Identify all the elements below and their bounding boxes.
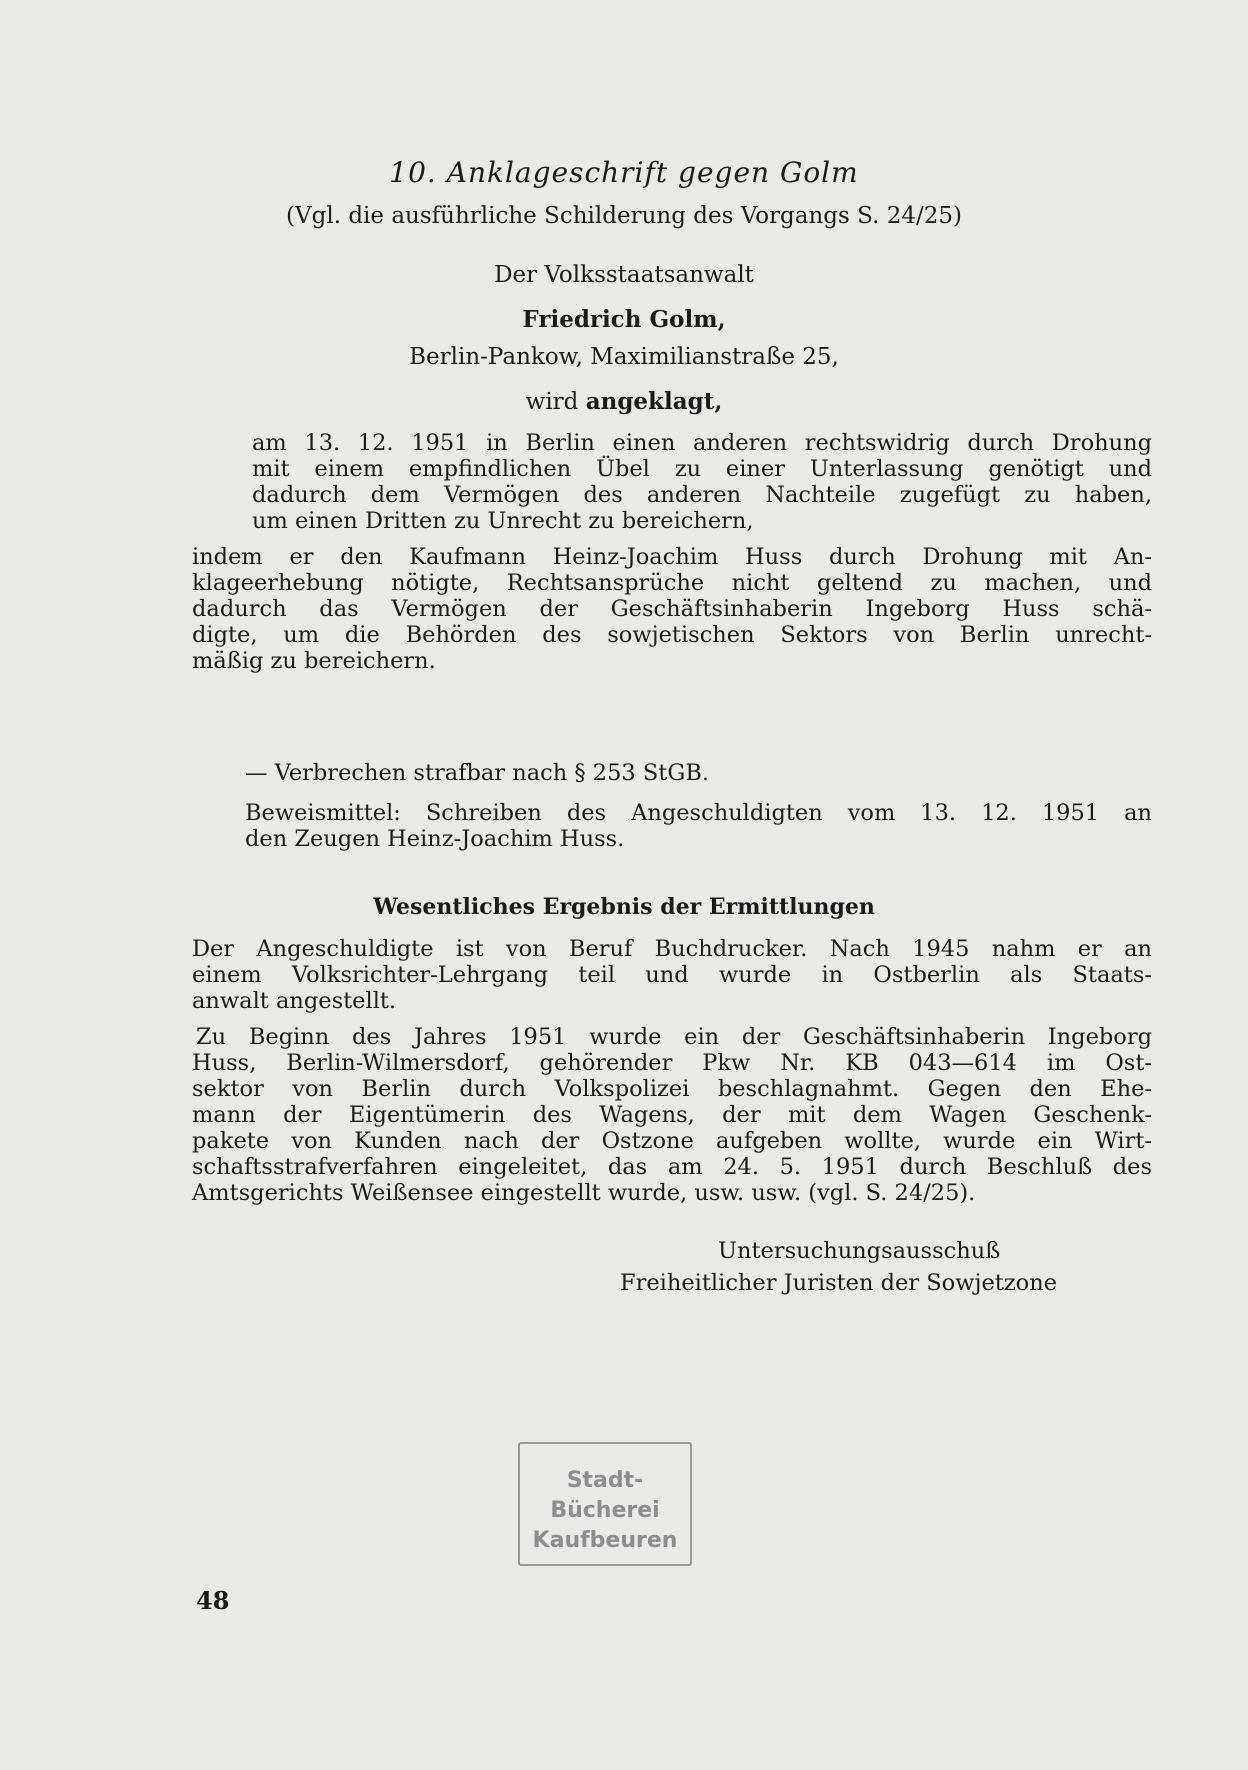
document-title: 10. Anklageschrift gegen Golm [389,156,859,189]
crime-statement: — Verbrechen strafbar nach § 253 StGB. [245,760,710,786]
charged-word: angeklagt, [585,388,723,415]
page-number: 48 [196,1586,230,1615]
library-stamp [518,1442,692,1566]
stamp-line-3: Kaufbeuren [532,1528,678,1553]
charged-prefix: wird [525,389,586,415]
charge-line: dadurch dem Vermögen des anderen Nachteile zugefügt zu haben, [252,482,1152,508]
stamp-line-1: Stadt- [566,1468,644,1493]
results-line: anwalt angestellt. [192,988,397,1014]
results-paragraph-2 [192,1024,1152,1206]
results-line: pakete von Kunden nach der Ostzone aufgeben wollte, wurde ein Wirt- [192,1128,1152,1154]
results-line: mann der Eigentümerin des Wagens, der mit dem Wagen Geschenk- [192,1102,1152,1128]
results-line: einem Volksrichter-Lehrgang teil und wurde in Ostberlin als Staats- [192,962,1152,988]
deed-line: mäßig zu bereichern. [192,648,436,674]
deed-line: digte, um die Behörden des sowjetischen Sektors von Berlin unrecht- [192,622,1152,648]
defendant-name: Friedrich Golm, [522,306,726,333]
results-line: Huss, Berlin-Wilmersdorf, gehörender Pkw Nr. KB 043—614 im Ost- [192,1050,1152,1076]
results-paragraph-1 [192,936,1152,1014]
deed-line: indem er den Kaufmann Heinz-Joachim Huss durch Drohung mit An- [192,544,1152,570]
results-line: Der Angeschuldigte ist von Beruf Buchdrucker. Nach 1945 nahm er an [192,936,1152,962]
deed-line: klageerhebung nötigte, Rechtsansprüche nicht geltend zu machen, und [192,570,1152,596]
evidence-line: Beweismittel: Schreiben des Angeschuldigten vom 13. 12. 1951 an [245,800,1152,826]
results-line: Zu Beginn des Jahres 1951 wurde ein der Geschäftsinhaberin Ingeborg [196,1024,1152,1050]
stamp-line-2: Bücherei [550,1498,660,1523]
charge-line: am 13. 12. 1951 in Berlin einen anderen rechtswidrig durch Drohung [252,430,1152,456]
results-heading: Wesentliches Ergebnis der Ermittlungen [373,894,875,920]
charge-paragraph [252,430,1152,534]
results-line: sektor von Berlin durch Volkspolizei beschlagnahmt. Gegen den Ehe- [192,1076,1152,1102]
signature-line-2: Freiheitlicher Juristen der Sowjetzone [620,1270,1058,1296]
deed-line: dadurch das Vermögen der Geschäftsinhaberin Ingeborg Huss schä- [192,596,1152,622]
evidence-paragraph [245,800,1152,852]
evidence-line: den Zeugen Heinz-Joachim Huss. [245,826,625,852]
signature-line-1: Untersuchungsausschuß [718,1238,1001,1264]
deed-paragraph [192,544,1152,674]
defendant-office: Der Volksstaatsanwalt [494,262,754,288]
defendant-address: Berlin-Pankow, Maximilianstraße 25, [409,344,839,370]
charged-line [0,388,1248,415]
charge-line: mit einem empfindlichen Übel zu einer Unterlassung genötigt und [252,456,1152,482]
charge-line: um einen Dritten zu Unrecht zu bereichern, [252,508,754,534]
document-subtitle: (Vgl. die ausführliche Schilderung des Vorgangs S. 24/25) [286,203,962,229]
results-line: schaftsstrafverfahren eingeleitet, das am 24. 5. 1951 durch Beschluß des [192,1154,1152,1180]
results-line: Amtsgerichts Weißensee eingestellt wurde, usw. usw. (vgl. S. 24/25). [192,1180,976,1206]
